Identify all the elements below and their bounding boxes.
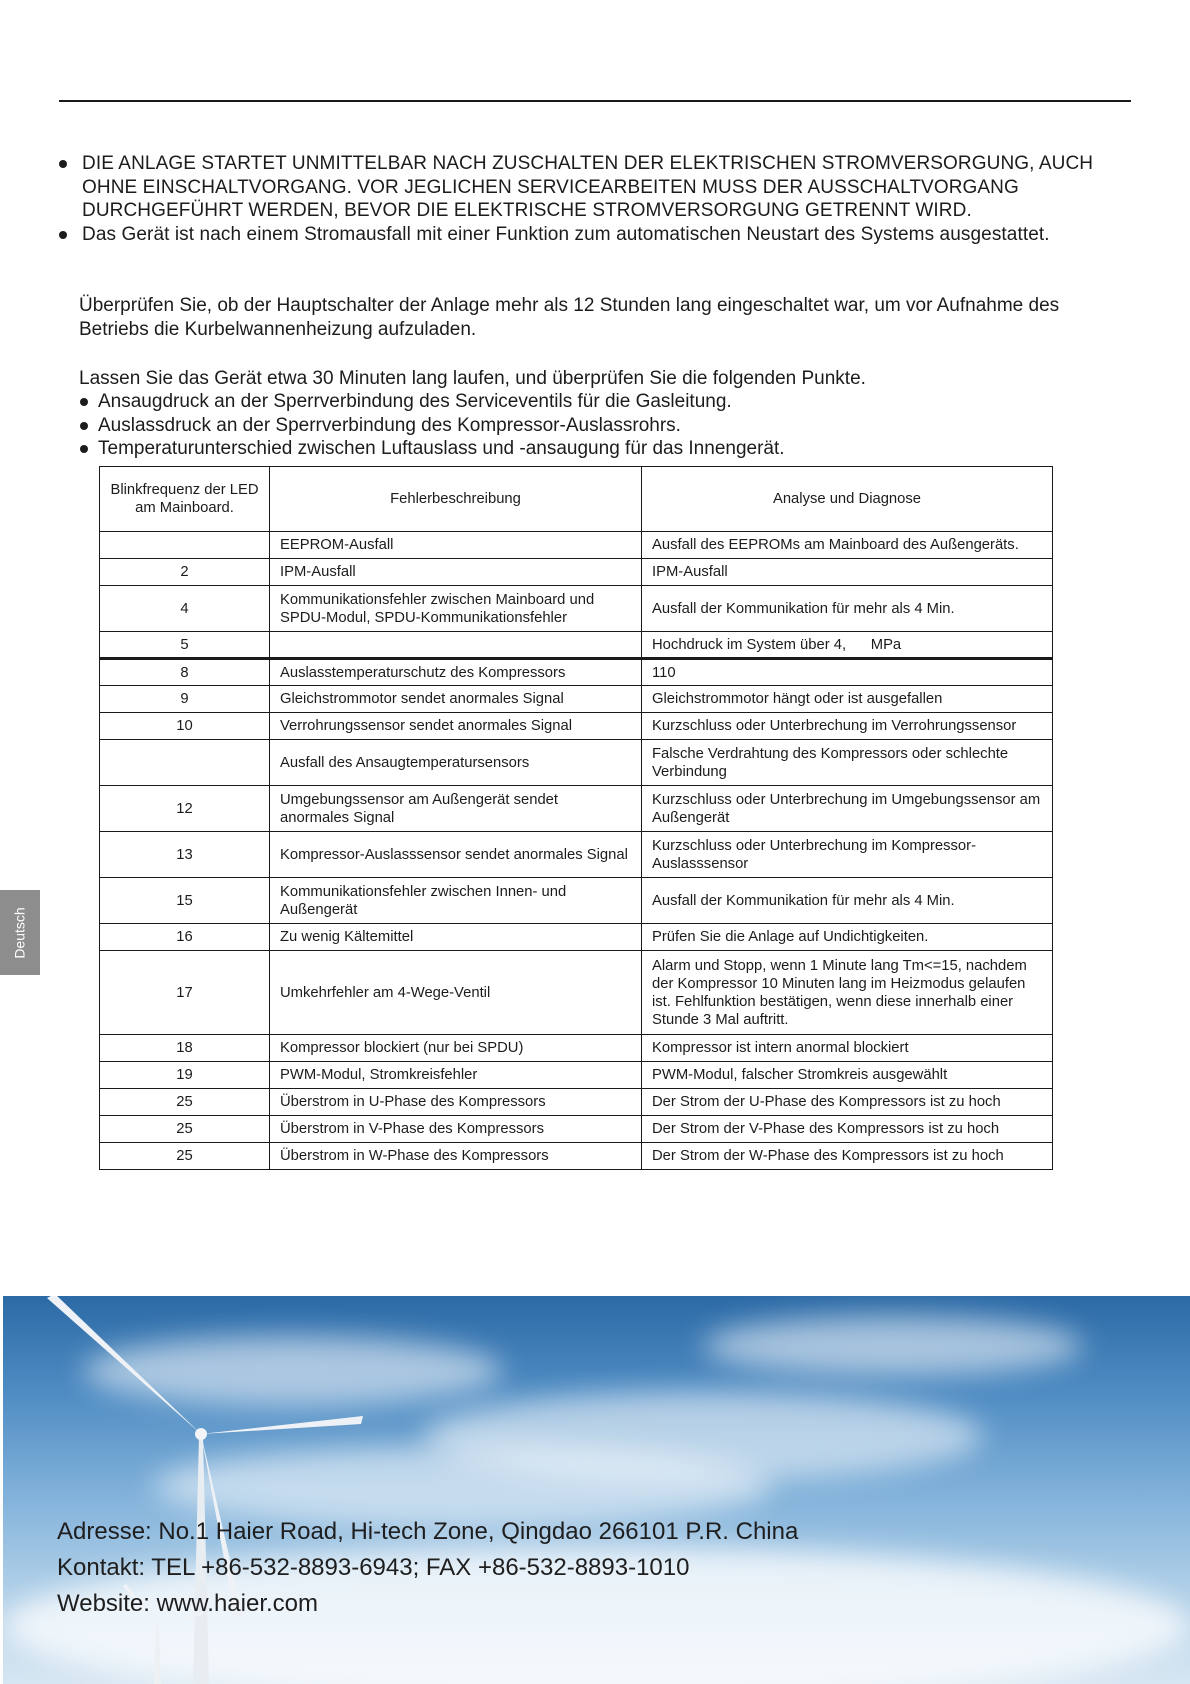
table-row bbox=[100, 951, 1053, 1035]
warning-item: DIE ANLAGE STARTET UNMITTELBAR NACH ZUSCHALTEN DER ELEKTRISCHEN STROMVERSORGUNG, AUCH OHNE EINSCHALTVORGANG. VOR JEGLICHEN SERVICEARBEITEN MUSS DER AUSSCHALTVORGANG DURCHGEFÜHRT WERDEN, BEVOR DIE ELEKTRISCHE STROMVERSORGUNG GETRENNT WIRD. bbox=[58, 152, 1148, 223]
header-error-description: Fehlerbeschreibung bbox=[270, 467, 642, 532]
top-divider bbox=[59, 100, 1131, 102]
cell-diagnosis: IPM-Ausfall bbox=[642, 559, 1053, 586]
cell-description: Kompressor blockiert (nur bei SPDU) bbox=[270, 1035, 642, 1062]
header-led-frequency: Blinkfrequenz der LED am Mainboard. bbox=[100, 467, 270, 532]
cell-code: 2 bbox=[100, 559, 270, 586]
cell-code: 12 bbox=[100, 786, 270, 832]
cell-description: PWM-Modul, Stromkreisfehler bbox=[270, 1062, 642, 1089]
contact-block bbox=[57, 1514, 798, 1622]
header-diagnosis: Analyse und Diagnose bbox=[642, 467, 1053, 532]
table-row bbox=[100, 713, 1053, 740]
table-row bbox=[100, 924, 1053, 951]
cell-diagnosis: Kurzschluss oder Unterbrechung im Umgebungssensor am Außengerät bbox=[642, 786, 1053, 832]
cell-description: Umkehrfehler am 4-Wege-Ventil bbox=[270, 951, 642, 1035]
cell-description: Ausfall des Ansaugtemperatursensors bbox=[270, 740, 642, 786]
cell-code: 18 bbox=[100, 1035, 270, 1062]
cell-code bbox=[100, 532, 270, 559]
cell-code: 25 bbox=[100, 1143, 270, 1170]
table-row bbox=[100, 586, 1053, 632]
cell-description: Kommunikationsfehler zwischen Innen- und Außengerät bbox=[270, 878, 642, 924]
warning-list bbox=[58, 152, 1148, 246]
cell-code: 9 bbox=[100, 686, 270, 713]
cell-diagnosis: Prüfen Sie die Anlage auf Undichtigkeiten. bbox=[642, 924, 1053, 951]
cell-diagnosis: Alarm und Stopp, wenn 1 Minute lang Tm<=15, nachdem der Kompressor 10 Minuten lang im Heizmodus gelaufen ist. Fehlfunktion bestätigen, wenn diese innerhalb einer Stunde 3 Mal auftritt. bbox=[642, 951, 1053, 1035]
cell-diagnosis: PWM-Modul, falscher Stromkreis ausgewählt bbox=[642, 1062, 1053, 1089]
table-row bbox=[100, 659, 1053, 686]
cell-code: 25 bbox=[100, 1116, 270, 1143]
cell-diagnosis: Der Strom der W-Phase des Kompressors ist zu hoch bbox=[642, 1143, 1053, 1170]
table-row bbox=[100, 1116, 1053, 1143]
cell-diagnosis: Ausfall des EEPROMs am Mainboard des Außengeräts. bbox=[642, 532, 1053, 559]
cell-code: 10 bbox=[100, 713, 270, 740]
language-label: Deutsch bbox=[12, 906, 29, 959]
error-code-table bbox=[99, 466, 1053, 1170]
contact-website: Website: www.haier.com bbox=[57, 1590, 318, 1617]
table-row bbox=[100, 786, 1053, 832]
cell-description: Zu wenig Kältemittel bbox=[270, 924, 642, 951]
cell-code: 13 bbox=[100, 832, 270, 878]
check-paragraph: Überprüfen Sie, ob der Hauptschalter der Anlage mehr als 12 Stunden lang eingeschaltet war, um vor Aufnahme des Betriebs die Kurbelwannenheizung aufzuladen. bbox=[79, 295, 1060, 340]
cell-code: 15 bbox=[100, 878, 270, 924]
cell-diagnosis: Kompressor ist intern anormal blockiert bbox=[642, 1035, 1053, 1062]
cell-diagnosis: Kurzschluss oder Unterbrechung im Verrohrungssensor bbox=[642, 713, 1053, 740]
table-row bbox=[100, 832, 1053, 878]
cell-diagnosis: Falsche Verdrahtung des Kompressors oder schlechte Verbindung bbox=[642, 740, 1053, 786]
table-row bbox=[100, 532, 1053, 559]
cell-description: EEPROM-Ausfall bbox=[270, 532, 642, 559]
table-row bbox=[100, 740, 1053, 786]
footer-sky-banner bbox=[3, 1296, 1190, 1684]
run-check-item: Temperaturunterschied zwischen Luftauslass und -ansaugung für das Innengerät. bbox=[79, 437, 1119, 461]
cell-diagnosis: Hochdruck im System über 4, MPa bbox=[642, 632, 1053, 659]
table-row bbox=[100, 559, 1053, 586]
cell-description: Verrohrungssensor sendet anormales Signal bbox=[270, 713, 642, 740]
run-check-item: Ansaugdruck an der Sperrverbindung des Serviceventils für die Gasleitung. bbox=[79, 390, 1119, 414]
cell-code: 17 bbox=[100, 951, 270, 1035]
cell-code: 8 bbox=[100, 659, 270, 686]
table-row bbox=[100, 1035, 1053, 1062]
cell-code: 25 bbox=[100, 1089, 270, 1116]
cell-code: 5 bbox=[100, 632, 270, 659]
language-side-tab bbox=[0, 890, 40, 975]
table-row bbox=[100, 686, 1053, 713]
cell-code: 19 bbox=[100, 1062, 270, 1089]
table-row bbox=[100, 632, 1053, 659]
cell-description: Kommunikationsfehler zwischen Mainboard und SPDU-Modul, SPDU-Kommunikationsfehler bbox=[270, 586, 642, 632]
table-row bbox=[100, 1143, 1053, 1170]
cell-diagnosis: Kurzschluss oder Unterbrechung im Kompressor-Auslasssensor bbox=[642, 832, 1053, 878]
cell-description: Kompressor-Auslasssensor sendet anormales Signal bbox=[270, 832, 642, 878]
table-row bbox=[100, 1062, 1053, 1089]
cell-description bbox=[270, 632, 642, 659]
cell-diagnosis: Der Strom der U-Phase des Kompressors ist zu hoch bbox=[642, 1089, 1053, 1116]
contact-phone: Kontakt: TEL +86-532-8893-6943; FAX +86-532-8893-1010 bbox=[57, 1554, 690, 1581]
table-row bbox=[100, 1089, 1053, 1116]
cell-code bbox=[100, 740, 270, 786]
table-header-row bbox=[100, 467, 1053, 532]
cell-diagnosis: 110 bbox=[642, 659, 1053, 686]
warning-item: Das Gerät ist nach einem Stromausfall mit einer Funktion zum automatischen Neustart des Systems ausgestattet. bbox=[58, 223, 1148, 247]
cell-diagnosis: Der Strom der V-Phase des Kompressors ist zu hoch bbox=[642, 1116, 1053, 1143]
cell-description: Überstrom in W-Phase des Kompressors bbox=[270, 1143, 642, 1170]
cell-code: 16 bbox=[100, 924, 270, 951]
run-paragraph: Lassen Sie das Gerät etwa 30 Minuten lang laufen, und überprüfen Sie die folgenden Punkte. bbox=[79, 368, 866, 389]
cell-diagnosis: Gleichstrommotor hängt oder ist ausgefallen bbox=[642, 686, 1053, 713]
cell-description: Gleichstrommotor sendet anormales Signal bbox=[270, 686, 642, 713]
contact-address: Adresse: No.1 Haier Road, Hi-tech Zone, Qingdao 266101 P.R. China bbox=[57, 1518, 799, 1545]
cell-description: Umgebungssensor am Außengerät sendet anormales Signal bbox=[270, 786, 642, 832]
cell-diagnosis: Ausfall der Kommunikation für mehr als 4 Min. bbox=[642, 878, 1053, 924]
wind-turbine-illustration bbox=[3, 1296, 1190, 1684]
cell-diagnosis: Ausfall der Kommunikation für mehr als 4 Min. bbox=[642, 586, 1053, 632]
cell-description: Überstrom in V-Phase des Kompressors bbox=[270, 1116, 642, 1143]
cell-code: 4 bbox=[100, 586, 270, 632]
run-check-list bbox=[79, 390, 1119, 461]
run-check-item: Auslassdruck an der Sperrverbindung des Kompressor-Auslassrohrs. bbox=[79, 414, 1119, 438]
cell-description: Auslasstemperaturschutz des Kompressors bbox=[270, 659, 642, 686]
table-row bbox=[100, 878, 1053, 924]
cell-description: Überstrom in U-Phase des Kompressors bbox=[270, 1089, 642, 1116]
cell-description: IPM-Ausfall bbox=[270, 559, 642, 586]
